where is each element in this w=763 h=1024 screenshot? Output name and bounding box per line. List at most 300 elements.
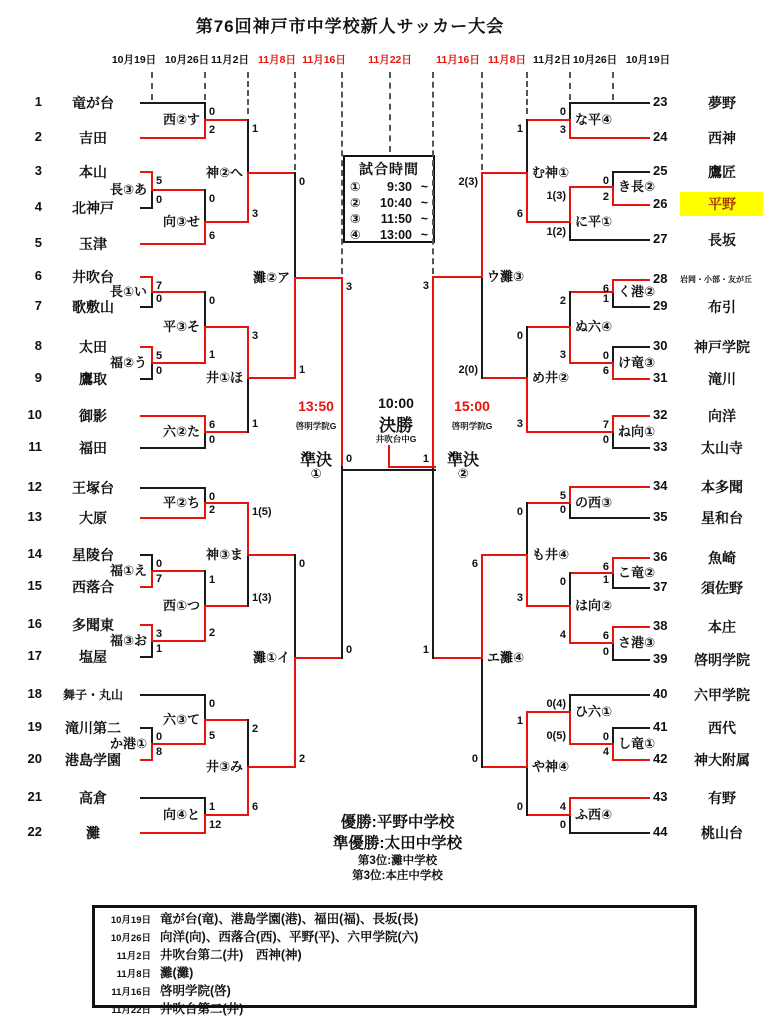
team-name: 向洋	[708, 408, 736, 424]
match-score-top: 3	[346, 281, 353, 293]
semifinal2-number: ②	[457, 466, 469, 481]
team-number: 25	[653, 163, 668, 178]
team-number: 11	[28, 439, 42, 454]
team-name: 本多聞	[701, 479, 743, 495]
match-connector	[481, 276, 483, 379]
team-line	[140, 243, 206, 245]
match-label: エ灘④	[487, 650, 525, 665]
winner-line	[481, 377, 528, 379]
team-number: 10	[27, 407, 42, 422]
team-name: 布引	[708, 299, 736, 315]
team-line	[569, 239, 650, 241]
match-connector	[294, 277, 296, 379]
match-score-bottom: 2	[209, 504, 216, 516]
winner-line	[432, 657, 483, 659]
team-line	[612, 447, 650, 449]
match-score-top: 1	[252, 123, 259, 135]
match-score-top: 1(3)	[546, 190, 566, 202]
team-line	[612, 727, 650, 729]
match-score-bottom: 0	[156, 194, 163, 206]
round-date: 10月26日	[164, 54, 210, 66]
team-line	[612, 587, 650, 589]
match-score-top: 0	[209, 491, 216, 503]
match-score-bottom: 7	[156, 573, 163, 585]
team-name: 滝川	[708, 371, 736, 387]
match-score-top: 2(3)	[458, 176, 478, 188]
match-score-bottom: 1(3)	[252, 592, 272, 604]
legend-date: 11月22日	[111, 1005, 151, 1016]
match-connector	[204, 719, 206, 745]
date-guide-line	[204, 72, 206, 100]
team-name: 有野	[708, 790, 736, 806]
match-score-top: 0	[602, 175, 609, 187]
team-name: 長坂	[708, 232, 736, 248]
team-line	[569, 694, 650, 696]
match-score-bottom: 5	[209, 730, 216, 742]
match-label: 西①つ	[162, 598, 200, 613]
match-score-top: 0	[559, 576, 566, 588]
team-line	[140, 447, 206, 449]
match-connector	[612, 362, 614, 380]
legend-text: 井吹台第二(井) 西神(神)	[160, 948, 302, 962]
match-label: 灘②ア	[252, 270, 290, 285]
winner-line	[247, 766, 296, 768]
match-score-bottom: 1	[209, 349, 216, 361]
match-connector	[341, 466, 343, 659]
match-connector	[204, 119, 206, 139]
match-connector	[204, 694, 206, 721]
match-label: 西②す	[162, 112, 200, 127]
match-times-box	[343, 155, 435, 243]
match-score-top: 1	[209, 801, 216, 813]
match-connector	[151, 570, 153, 588]
legend-row	[101, 947, 688, 965]
result-runnerup: 準優勝:太田中学校	[332, 835, 463, 852]
match-score-bottom: 0	[156, 293, 163, 305]
match-score-top: 0(4)	[546, 698, 566, 710]
team-number: 37	[653, 579, 668, 594]
match-score-top: 7	[156, 280, 163, 292]
team-name: 御影	[79, 408, 107, 424]
venue-legend-box	[92, 905, 697, 1016]
match-connector	[526, 766, 528, 816]
match-connector	[247, 326, 249, 379]
team-name: 神大附属	[694, 752, 750, 768]
date-guide-line	[481, 72, 483, 170]
team-number: 14	[27, 546, 42, 561]
match-time-value: 9:30	[386, 180, 412, 194]
team-line	[140, 487, 206, 489]
round-date: 10月19日	[625, 54, 671, 66]
date-guide-line	[612, 72, 614, 100]
team-number: 31	[653, 370, 668, 385]
team-name: 鷹取	[79, 371, 107, 387]
date-guide-line	[569, 72, 571, 100]
match-label: く港②	[618, 284, 656, 299]
match-time-num: ②	[350, 196, 361, 210]
team-name: 歌敷山	[72, 299, 114, 315]
match-label: は向②	[575, 598, 613, 613]
legend-row	[101, 983, 688, 1001]
match-score-top: 0	[156, 558, 163, 570]
team-number: 18	[27, 686, 42, 701]
team-name: 星和台	[701, 510, 743, 526]
team-name: 神戸学院	[694, 339, 750, 355]
match-label: 平②ち	[162, 495, 200, 510]
team-name: 舞子・丸山	[62, 688, 123, 702]
team-number: 15	[27, 578, 42, 593]
match-score-bottom: 0	[559, 819, 566, 831]
results-block	[275, 812, 520, 884]
team-name: 平野	[680, 192, 763, 216]
team-line	[140, 832, 206, 834]
date-guide-line	[247, 72, 249, 114]
match-connector	[204, 570, 206, 607]
match-score-top: 4	[559, 801, 566, 813]
team-name: 大原	[79, 510, 107, 526]
match-connector	[481, 554, 483, 659]
match-score-bottom: 0(5)	[546, 730, 566, 742]
team-number: 32	[653, 407, 668, 422]
match-connector	[204, 221, 206, 245]
tilde: ~	[420, 196, 428, 210]
date-guide-line	[294, 72, 296, 170]
team-line	[140, 415, 206, 417]
team-name: 竜が台	[72, 95, 114, 111]
match-connector	[204, 326, 206, 364]
match-score-bottom: 1	[602, 574, 609, 586]
round-date: 11月2日	[211, 54, 249, 66]
team-number: 41	[653, 719, 668, 734]
match-connector	[526, 377, 528, 433]
match-score-top: 2	[252, 723, 259, 735]
team-line	[612, 557, 650, 559]
team-name: 太田	[79, 339, 107, 355]
team-name: 灘	[86, 825, 100, 841]
team-line	[612, 759, 650, 761]
match-connector	[526, 711, 528, 768]
match-score-bottom: 0	[209, 434, 216, 446]
match-connector	[432, 466, 434, 659]
team-line	[612, 415, 650, 417]
champion-line	[388, 445, 390, 468]
match-label: 福①え	[109, 563, 147, 578]
team-name: 啓明学院	[694, 652, 750, 668]
match-score-top: 6	[471, 558, 478, 570]
team-number: 33	[653, 439, 668, 454]
match-score-top: 7	[602, 419, 609, 431]
team-name: 星陵台	[72, 547, 114, 563]
match-time-num: ④	[350, 228, 361, 242]
match-score-top: 1	[516, 715, 523, 727]
match-time-value: 10:40	[380, 196, 412, 210]
team-number: 17	[27, 648, 42, 663]
semifinal1-number: ①	[310, 466, 322, 481]
match-label: け竜③	[618, 355, 656, 370]
match-label: 向③せ	[162, 214, 200, 229]
team-name: 西神	[708, 130, 736, 146]
team-number: 1	[34, 94, 42, 109]
match-label: こ竜②	[618, 565, 656, 580]
team-line	[569, 797, 650, 799]
winner-line	[204, 326, 249, 328]
match-connector	[481, 172, 483, 278]
match-connector	[204, 189, 206, 223]
match-connector	[612, 642, 614, 661]
match-label: 福③お	[109, 633, 147, 648]
team-number: 3	[34, 163, 42, 178]
match-connector	[612, 291, 614, 308]
match-label: む神①	[532, 165, 570, 180]
team-name: 岩岡・小部・友が丘	[680, 275, 752, 284]
match-score-bottom: 3	[559, 124, 566, 136]
team-line	[140, 517, 206, 519]
match-connector	[569, 221, 571, 241]
team-line	[140, 102, 206, 104]
match-connector	[204, 605, 206, 642]
winner-line	[432, 276, 483, 278]
match-label: 平③そ	[162, 319, 200, 334]
match-label: 長③あ	[109, 182, 147, 197]
final-score-right: 1	[422, 453, 429, 465]
match-score-bottom: 4	[559, 629, 566, 641]
match-label: さ港③	[618, 635, 656, 650]
match-connector	[612, 743, 614, 761]
match-score-bottom: 0	[516, 801, 523, 813]
match-connector	[526, 172, 528, 223]
result-third-b: 第3位:本庄中学校	[352, 870, 443, 882]
team-name: 須佐野	[701, 580, 743, 596]
match-score-bottom: 6	[602, 365, 609, 377]
match-score-top: 6	[602, 561, 609, 573]
match-connector	[294, 172, 296, 279]
team-number: 29	[653, 298, 668, 313]
team-number: 24	[653, 129, 668, 144]
match-label: 井①ほ	[205, 370, 243, 385]
match-score-bottom: 0	[346, 644, 353, 656]
match-score-top: 0	[516, 506, 523, 518]
team-name: 滝川第二	[65, 720, 121, 736]
match-connector	[569, 605, 571, 644]
match-label: か港①	[109, 736, 147, 751]
match-time-row	[345, 195, 433, 211]
semifinal2-label: 準決	[446, 452, 479, 469]
match-connector	[481, 657, 483, 768]
legend-text: 井吹台第二(井)	[160, 1002, 244, 1016]
winner-line	[526, 814, 571, 816]
semifinal2-time: 15:00	[454, 398, 490, 414]
team-number: 42	[653, 751, 668, 766]
legend-date: 11月8日	[116, 969, 151, 980]
team-line	[612, 306, 650, 308]
match-time-row	[345, 211, 433, 227]
match-connector	[204, 502, 206, 519]
match-score-top: 5	[559, 490, 566, 502]
match-label: 灘①イ	[252, 650, 290, 665]
round-date: 11月16日	[436, 54, 480, 66]
match-score-top: 0	[156, 731, 163, 743]
match-connector	[569, 572, 571, 607]
result-third-a: 第3位:灘中学校	[357, 855, 438, 867]
final-label: 決勝	[379, 416, 413, 435]
match-times-title: 試合時間	[359, 161, 419, 177]
match-connector	[204, 431, 206, 449]
match-time-row	[345, 227, 433, 243]
match-connector	[612, 186, 614, 206]
match-label: 六②た	[162, 424, 200, 439]
team-number: 20	[27, 751, 42, 766]
match-score-top: 6	[209, 419, 216, 431]
match-score-bottom: 1	[299, 364, 306, 376]
match-score-bottom: 0	[602, 646, 609, 658]
match-connector	[151, 640, 153, 658]
legend-date: 10月19日	[110, 915, 151, 926]
match-connector	[151, 171, 153, 191]
match-connector	[247, 766, 249, 816]
match-score-bottom: 1	[422, 644, 429, 656]
match-label: 井③み	[205, 759, 243, 774]
match-score-bottom: 3	[516, 418, 523, 430]
match-connector	[569, 326, 571, 364]
date-guide-line	[526, 72, 528, 114]
final-score-left: 0	[346, 453, 353, 465]
team-number: 30	[653, 338, 668, 353]
legend-row	[101, 911, 688, 929]
team-line	[140, 797, 206, 799]
team-number: 13	[27, 509, 42, 524]
match-label: に平①	[575, 214, 613, 229]
date-guide-line	[341, 72, 343, 274]
match-connector	[294, 554, 296, 659]
match-connector	[151, 189, 153, 209]
team-number: 36	[653, 549, 668, 564]
match-score-top: 3	[156, 628, 163, 640]
final-bar	[341, 469, 436, 471]
match-connector	[247, 377, 249, 433]
team-line	[612, 626, 650, 628]
match-score-bottom: 0	[471, 753, 478, 765]
legend-date: 10月26日	[110, 933, 151, 944]
match-score-top: 0	[516, 330, 523, 342]
team-number: 28	[653, 271, 668, 286]
match-score-bottom: 3	[252, 208, 259, 220]
match-score-top: 0	[209, 295, 216, 307]
match-connector	[247, 119, 249, 174]
match-score-bottom: 6	[252, 801, 259, 813]
final-venue: 井吹台中G	[375, 434, 417, 444]
team-name: 鷹匠	[708, 164, 736, 180]
winner-line	[204, 719, 249, 721]
match-label: し竜①	[618, 736, 656, 751]
team-number: 40	[653, 686, 668, 701]
match-score-top: 0	[602, 350, 609, 362]
team-number: 16	[27, 616, 42, 631]
match-connector	[569, 502, 571, 519]
match-connector	[612, 572, 614, 589]
winner-line	[151, 189, 206, 191]
winner-line	[526, 431, 614, 433]
match-score-bottom: 1	[602, 293, 609, 305]
match-score-top: 0	[209, 106, 216, 118]
match-label: 六③て	[162, 712, 200, 727]
team-number: 38	[653, 618, 668, 633]
match-score-top: 3	[422, 280, 429, 292]
legend-row	[101, 965, 688, 983]
match-connector	[432, 276, 434, 468]
team-number: 5	[34, 235, 42, 250]
team-line	[569, 102, 650, 104]
match-time-value: 13:00	[380, 228, 412, 242]
match-label: 向④と	[162, 807, 200, 822]
match-connector	[569, 711, 571, 745]
winner-line	[481, 766, 528, 768]
team-name: 井吹台	[72, 269, 114, 285]
team-name: 玉津	[79, 236, 107, 252]
match-score-bottom: 0	[559, 504, 566, 516]
match-connector	[247, 502, 249, 556]
match-score-bottom: 4	[602, 746, 609, 758]
team-name: 六甲学院	[694, 687, 750, 703]
match-score-bottom: 0	[156, 365, 163, 377]
tilde: ~	[420, 212, 428, 226]
team-number: 19	[27, 719, 42, 734]
team-number: 6	[34, 268, 42, 283]
team-name: 高倉	[79, 790, 107, 806]
match-connector	[526, 554, 528, 607]
match-connector	[526, 119, 528, 174]
round-date: 11月22日	[368, 54, 412, 66]
match-label: な平④	[575, 112, 613, 127]
match-time-num: ③	[350, 212, 361, 226]
match-connector	[151, 362, 153, 380]
team-number: 23	[653, 94, 668, 109]
team-name: 福田	[79, 440, 107, 456]
team-name: 港島学園	[65, 752, 121, 768]
result-champion: 優勝:平野中学校	[340, 814, 455, 831]
match-label: や神④	[532, 759, 570, 774]
match-label: ウ灘③	[487, 269, 525, 284]
match-score-top: 6	[602, 283, 609, 295]
legend-row	[101, 929, 688, 947]
match-label: の西③	[575, 495, 613, 510]
team-number: 26	[653, 196, 668, 211]
match-score-bottom: 12	[209, 819, 222, 831]
round-date: 11月16日	[302, 54, 346, 66]
match-connector	[247, 719, 249, 768]
legend-date: 11月16日	[111, 987, 151, 998]
team-line	[612, 378, 650, 380]
team-line	[569, 137, 650, 139]
match-score-bottom: 6	[209, 230, 216, 242]
match-connector	[526, 326, 528, 379]
champion-line	[388, 466, 436, 468]
match-connector	[247, 172, 249, 223]
match-connector	[569, 119, 571, 139]
match-score-bottom: 8	[156, 746, 163, 758]
match-time-num: ①	[350, 180, 361, 194]
legend-text: 啓明学院(啓)	[160, 984, 231, 998]
match-connector	[204, 814, 206, 834]
team-line	[612, 346, 650, 348]
team-line	[140, 694, 206, 696]
team-number: 22	[27, 824, 42, 839]
team-number: 43	[653, 789, 668, 804]
team-name: 多聞東	[72, 617, 114, 633]
match-time-value: 11:50	[380, 212, 412, 226]
match-score-top: 0	[602, 731, 609, 743]
team-number: 12	[27, 479, 42, 494]
team-line	[612, 659, 650, 661]
